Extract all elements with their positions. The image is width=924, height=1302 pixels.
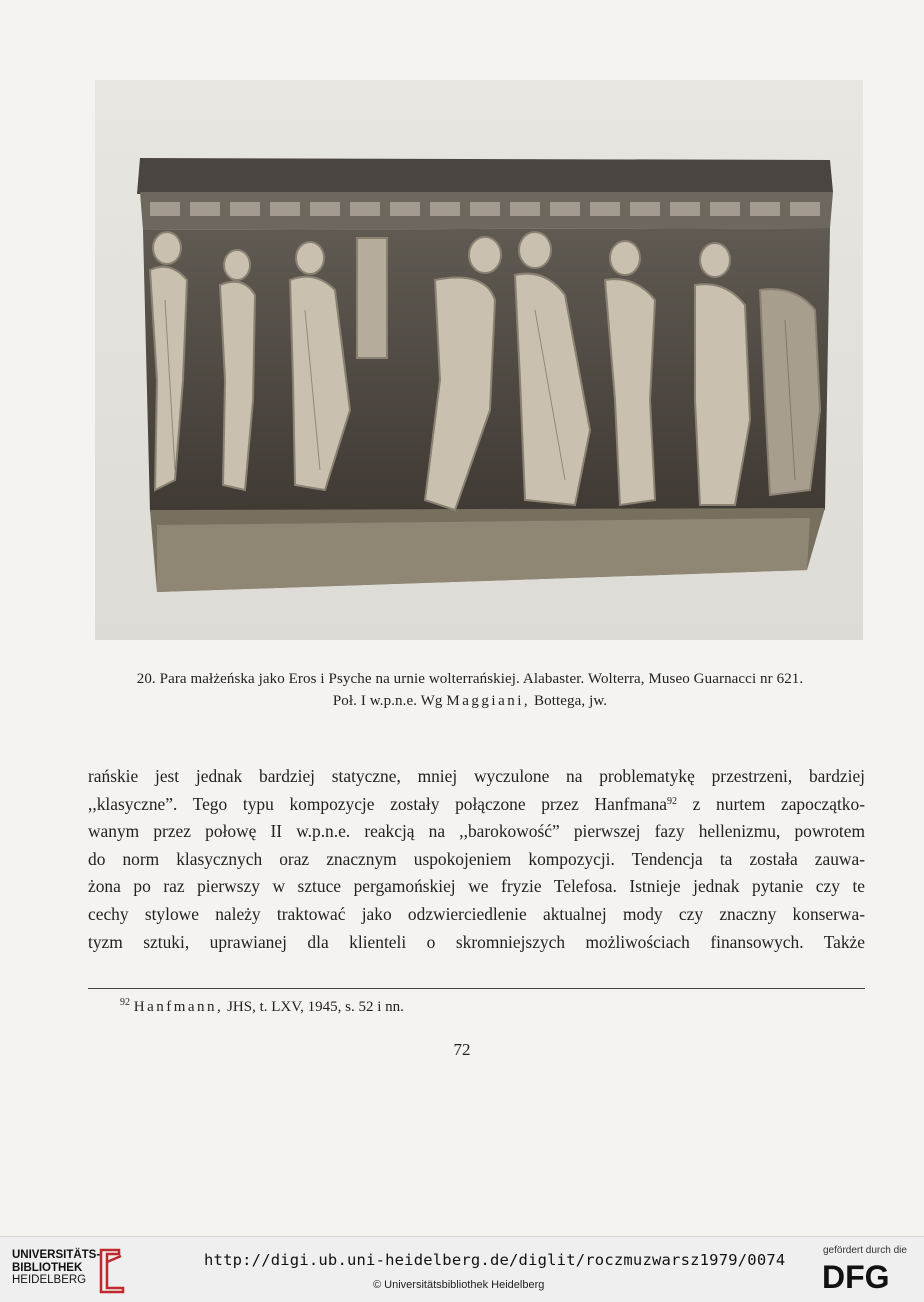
body-line: cechy stylowe należy traktować jako odzwierciedlenie aktualnej mody czy znaczny konserwa- bbox=[88, 903, 865, 924]
body-line: tyzm sztuki, uprawianej dla klienteli o skromniejszych możliwościach finansowych. Także bbox=[88, 931, 865, 952]
caption-line-2-suffix: Bottega, jw. bbox=[534, 693, 608, 709]
relief-image bbox=[95, 80, 863, 640]
footnote-number: 92 bbox=[120, 997, 130, 1008]
caption-line-1: 20. Para małżeńska jako Eros i Psyche na urnie wolterrańskiej. Alabaster. Wolterra, Museo Guarnacci nr 621. bbox=[136, 671, 804, 687]
footnote-divider bbox=[88, 988, 865, 989]
library-logo[interactable] bbox=[12, 1249, 100, 1287]
copyright-notice: © Universitätsbibliothek Heidelberg bbox=[373, 1279, 545, 1291]
body-paragraph bbox=[88, 763, 865, 956]
footnote-author: Hanfmann, bbox=[133, 999, 224, 1015]
permalink-url[interactable]: http://digi.ub.uni-heidelberg.de/diglit/roczmuzwarsz1979/0074 bbox=[204, 1251, 786, 1269]
body-line-text: z nurtem zapoczątko- bbox=[676, 793, 865, 814]
library-name-line: BIBLIOTHEK bbox=[12, 1261, 83, 1274]
figure-caption bbox=[70, 668, 870, 712]
caption-author: Maggiani, bbox=[446, 693, 531, 709]
funding-label: gefördert durch die bbox=[823, 1245, 907, 1256]
footnote-ref[interactable]: 92 bbox=[666, 795, 677, 807]
library-mark-icon bbox=[93, 1244, 129, 1294]
body-line: rańskie jest jednak bardziej statyczne, mniej wyczulone na problematykę przestrzeni, bardziej bbox=[88, 766, 865, 786]
library-name-line: HEIDELBERG bbox=[12, 1274, 87, 1286]
footnote-text: JHS, t. LXV, 1945, s. 52 i nn. bbox=[227, 999, 404, 1015]
library-name-line: UNIVERSITÄTS- bbox=[12, 1249, 101, 1261]
dfg-logo-text: DFG bbox=[822, 1259, 890, 1293]
body-line bbox=[88, 791, 865, 819]
caption-line-2-prefix: Poł. I w.p.n.e. Wg bbox=[332, 693, 443, 709]
body-line: wanym przez połowę II w.p.n.e. reakcją na ,,barokowość” pierwszej fazy hellenizmu, powrotem bbox=[88, 821, 865, 842]
page-number: 72 bbox=[453, 1040, 471, 1059]
body-line: do norm klasycznych oraz znacznym uspokojeniem kompozycji. Tendencja ta została zauwa- bbox=[88, 848, 865, 869]
digitization-footer bbox=[0, 1236, 924, 1302]
footnote bbox=[120, 996, 404, 1018]
caption-line-2 bbox=[70, 690, 870, 712]
body-line: żona po raz pierwszy w sztuce pergamońskiej we fryzie Telefosa. Istnieje jednak pytanie czy te bbox=[88, 876, 865, 897]
figure-photo bbox=[95, 80, 863, 640]
body-line-text: ,,klasyczne”. Tego typu kompozycje zostały połączone przez Hanfmana bbox=[88, 793, 667, 814]
dfg-logo[interactable] bbox=[822, 1259, 912, 1293]
